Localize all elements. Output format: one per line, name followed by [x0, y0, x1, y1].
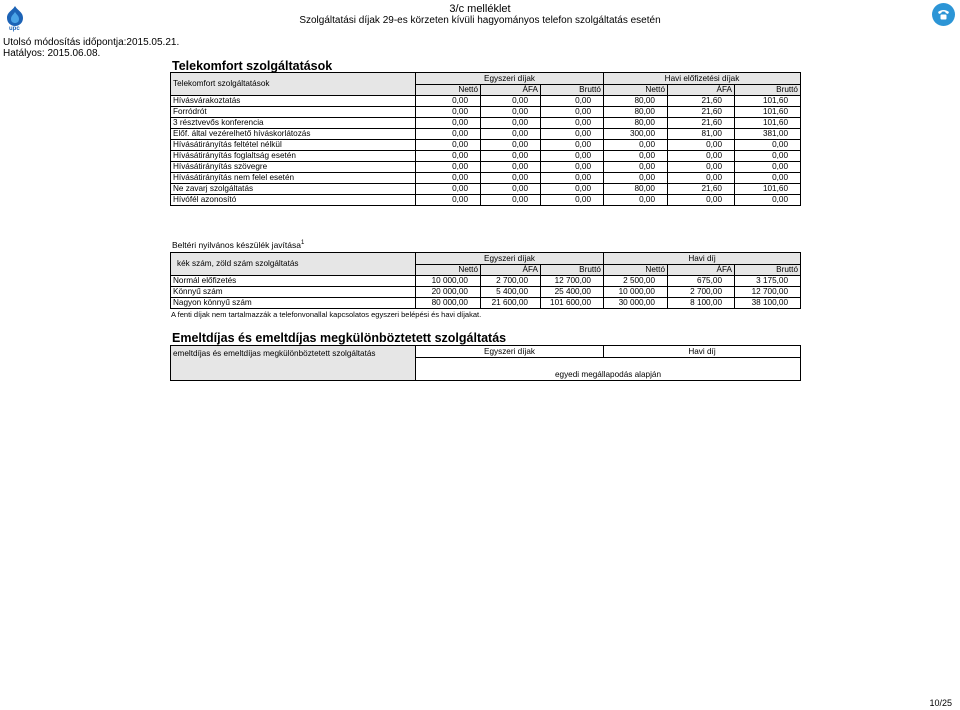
group-header-monthly: Havi díj: [604, 346, 801, 358]
group-header-one-time: Egyszeri díjak: [416, 253, 604, 265]
fee-cell: 80,00: [604, 96, 668, 107]
table-row: [171, 298, 801, 309]
fee-cell: 0,00: [604, 162, 668, 173]
fee-cell: 0,00: [481, 162, 541, 173]
table-row: [171, 129, 801, 140]
table-row: [171, 184, 801, 195]
group-header-one-time: Egyszeri díjak: [416, 346, 604, 358]
row-label: 3 résztvevős konferencia: [171, 118, 416, 129]
table-corner-header: kék szám, zöld szám szolgáltatás: [171, 253, 416, 276]
page-number: 10/25: [929, 698, 952, 708]
col-header: ÁFA: [481, 85, 541, 96]
table-row: [171, 140, 801, 151]
fee-cell: 101,60: [735, 107, 801, 118]
fee-cell: 0,00: [481, 151, 541, 162]
fee-cell: 0,00: [541, 96, 604, 107]
fee-cell: 300,00: [604, 129, 668, 140]
fee-cell: 0,00: [668, 151, 735, 162]
table-row: [171, 96, 801, 107]
effective-date: Hatályos: 2015.06.08.: [3, 48, 101, 59]
col-header: Nettó: [604, 265, 668, 276]
fee-cell: 21,60: [668, 118, 735, 129]
col-header: Bruttó: [541, 265, 604, 276]
fee-cell: 0,00: [416, 151, 481, 162]
fee-cell: 0,00: [481, 140, 541, 151]
row-label: Normál előfizetés: [171, 276, 416, 287]
fee-cell: 101,60: [735, 184, 801, 195]
table-row: [171, 151, 801, 162]
fee-cell: 0,00: [541, 118, 604, 129]
group-header-monthly: Havi díj: [604, 253, 801, 265]
modified-date: Utolsó módosítás időpontja:2015.05.21.: [3, 37, 180, 48]
table-row: [171, 195, 801, 206]
table-row: [171, 287, 801, 298]
row-label: Könnyű szám: [171, 287, 416, 298]
col-header: ÁFA: [668, 85, 735, 96]
fee-cell: 0,00: [541, 184, 604, 195]
col-header: Nettó: [604, 85, 668, 96]
table-row: [171, 162, 801, 173]
custom-agreement-text: egyedi megállapodás alapján: [416, 358, 801, 381]
fee-cell: 8 100,00: [668, 298, 735, 309]
fee-cell: 0,00: [604, 151, 668, 162]
fee-cell: 0,00: [416, 140, 481, 151]
fee-cell: 2 700,00: [481, 276, 541, 287]
fee-cell: 2 700,00: [668, 287, 735, 298]
footnote-marker: 1: [300, 240, 305, 247]
fee-cell: 0,00: [735, 173, 801, 184]
fee-cell: 21 600,00: [481, 298, 541, 309]
page-subtitle: Szolgáltatási díjak 29-es körzeten kívüli hagyományos telefon szolgáltatás esetén: [299, 15, 661, 26]
table-corner-header: emeltdíjas és emeltdíjas megkülönböztetett szolgáltatás: [171, 346, 416, 381]
fee-cell: 0,00: [735, 162, 801, 173]
fee-cell: 0,00: [416, 173, 481, 184]
row-label: Ne zavarj szolgáltatás: [171, 184, 416, 195]
fee-cell: 0,00: [541, 140, 604, 151]
group-header-one-time: Egyszeri díjak: [416, 73, 604, 85]
fee-cell: 0,00: [668, 162, 735, 173]
logo-text: upc: [9, 26, 20, 32]
fee-cell: 12 700,00: [735, 287, 801, 298]
fee-cell: 12 700,00: [541, 276, 604, 287]
table-row: [171, 173, 801, 184]
fee-cell: 0,00: [541, 107, 604, 118]
row-label: Nagyon könnyű szám: [171, 298, 416, 309]
col-header: ÁFA: [481, 265, 541, 276]
fee-cell: 80,00: [604, 107, 668, 118]
fee-cell: 0,00: [668, 195, 735, 206]
fee-cell: 0,00: [541, 151, 604, 162]
table-row: [171, 118, 801, 129]
blue-green-number-table: [170, 252, 801, 309]
fee-cell: 0,00: [541, 129, 604, 140]
fee-cell: 0,00: [481, 96, 541, 107]
fee-cell: 0,00: [416, 118, 481, 129]
section-title-telekomfort: Telekomfort szolgáltatások: [172, 59, 333, 73]
fee-cell: 675,00: [668, 276, 735, 287]
row-label: Forródrót: [171, 107, 416, 118]
fee-cell: 101,60: [735, 96, 801, 107]
row-label: Hívásátirányítás foglaltság esetén: [171, 151, 416, 162]
col-header: Bruttó: [541, 85, 604, 96]
fee-cell: 0,00: [481, 107, 541, 118]
row-label: Előf. által vezérelhető híváskorlátozás: [171, 129, 416, 140]
row-label: Hívófél azonosító: [171, 195, 416, 206]
row-label: Hívásátirányítás szövegre: [171, 162, 416, 173]
fee-cell: 3 175,00: [735, 276, 801, 287]
table-corner-header: Telekomfort szolgáltatások: [171, 73, 416, 96]
fee-cell: 21,60: [668, 107, 735, 118]
fee-cell: 0,00: [604, 195, 668, 206]
row-label: Hívásvárakoztatás: [171, 96, 416, 107]
table-row: [171, 107, 801, 118]
section-title-repair-text: Beltéri nyilvános készülék javítása: [172, 240, 301, 250]
fee-cell: 0,00: [541, 162, 604, 173]
col-header: Nettó: [416, 265, 481, 276]
page-title: 3/c melléklet: [449, 3, 511, 15]
fee-cell: 0,00: [735, 140, 801, 151]
col-header: Bruttó: [735, 265, 801, 276]
fee-cell: 0,00: [416, 195, 481, 206]
fee-cell: 0,00: [668, 140, 735, 151]
fee-cell: 0,00: [481, 118, 541, 129]
fee-cell: 0,00: [416, 107, 481, 118]
fee-cell: 2 500,00: [604, 276, 668, 287]
fee-cell: 0,00: [416, 184, 481, 195]
telekomfort-table: [170, 72, 801, 206]
fee-cell: 0,00: [541, 173, 604, 184]
fee-cell: 21,60: [668, 96, 735, 107]
col-header: Nettó: [416, 85, 481, 96]
phone-icon: [932, 3, 955, 26]
fee-cell: 0,00: [735, 151, 801, 162]
group-header-monthly: Havi előfizetési díjak: [604, 73, 801, 85]
section-title-repair: [172, 240, 304, 250]
fee-cell: 0,00: [481, 129, 541, 140]
fee-cell: 0,00: [481, 195, 541, 206]
fee-cell: 20 000,00: [416, 287, 481, 298]
fee-cell: 101 600,00: [541, 298, 604, 309]
fee-cell: 0,00: [735, 195, 801, 206]
section-title-premium: Emeltdíjas és emeltdíjas megkülönböztetett szolgáltatás: [172, 331, 507, 345]
fee-cell: 0,00: [541, 195, 604, 206]
row-label: Hívásátirányítás feltétel nélkül: [171, 140, 416, 151]
table-row: [171, 276, 801, 287]
fee-cell: 0,00: [668, 173, 735, 184]
fee-cell: 38 100,00: [735, 298, 801, 309]
row-label: Hívásátirányítás nem felel esetén: [171, 173, 416, 184]
fee-cell: 10 000,00: [416, 276, 481, 287]
fee-cell: 0,00: [604, 173, 668, 184]
fee-cell: 81,00: [668, 129, 735, 140]
col-header: Bruttó: [735, 85, 801, 96]
fee-cell: 101,60: [735, 118, 801, 129]
fee-cell: 80,00: [604, 184, 668, 195]
fee-cell: 5 400,00: [481, 287, 541, 298]
fee-cell: 0,00: [604, 140, 668, 151]
fee-cell: 10 000,00: [604, 287, 668, 298]
fee-cell: 25 400,00: [541, 287, 604, 298]
fee-cell: 80 000,00: [416, 298, 481, 309]
fee-cell: 21,60: [668, 184, 735, 195]
fee-cell: 0,00: [481, 184, 541, 195]
fee-cell: 0,00: [481, 173, 541, 184]
fee-cell: 0,00: [416, 162, 481, 173]
fee-cell: 30 000,00: [604, 298, 668, 309]
premium-rate-table: [170, 345, 801, 381]
fee-cell: 0,00: [416, 129, 481, 140]
fee-cell: 80,00: [604, 118, 668, 129]
fee-note: A fenti díjak nem tartalmazzák a telefonvonallal kapcsolatos egyszeri belépési és havi díjakat.: [171, 310, 482, 319]
col-header: ÁFA: [668, 265, 735, 276]
fee-cell: 381,00: [735, 129, 801, 140]
fee-cell: 0,00: [416, 96, 481, 107]
